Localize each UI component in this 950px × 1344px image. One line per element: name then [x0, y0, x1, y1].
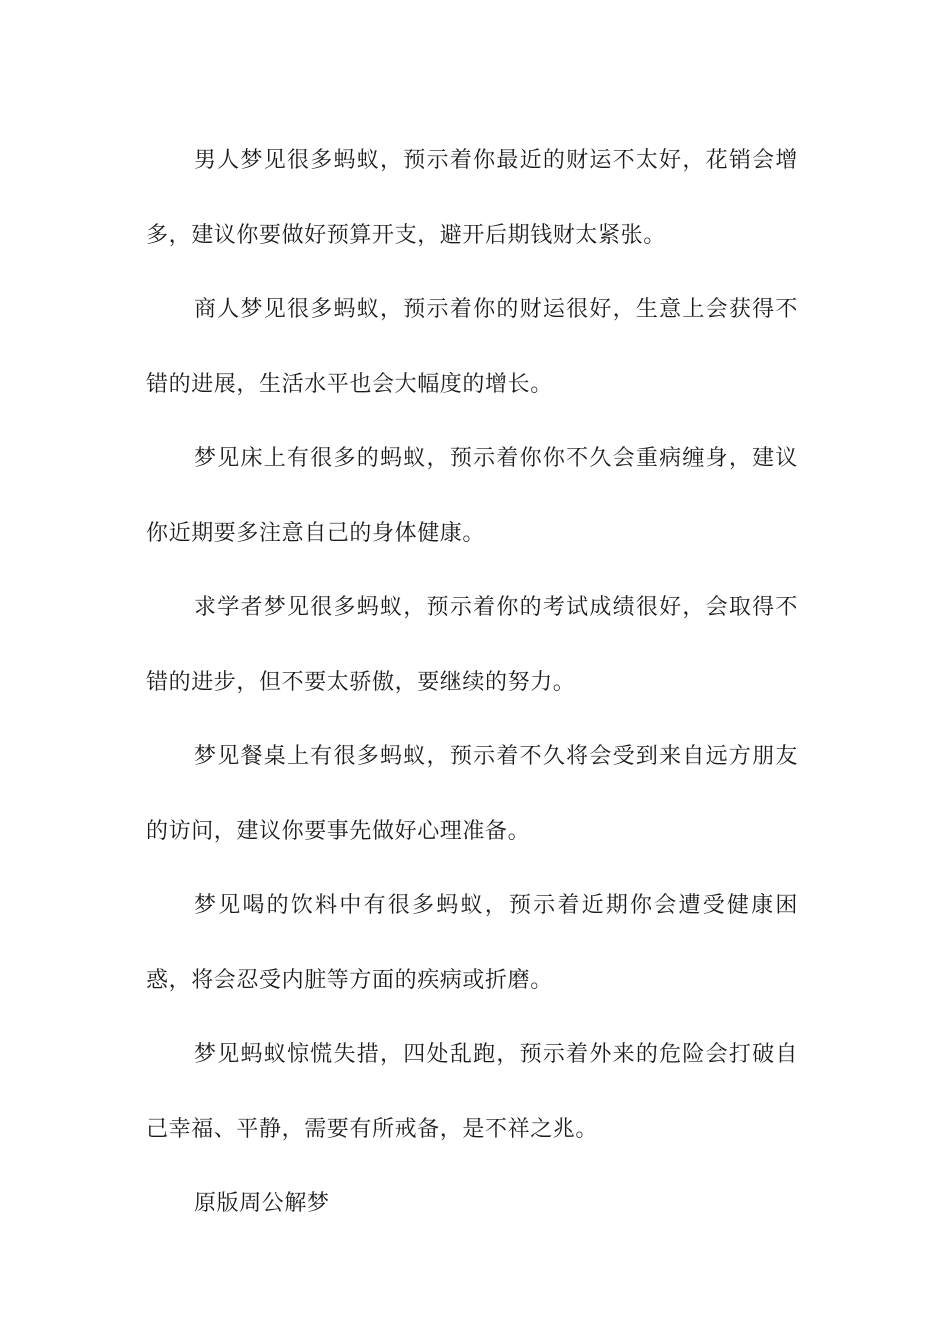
document-body: [146, 124, 798, 1242]
paragraph-5: 梦见餐桌上有很多蚂蚁，预示着不久将会受到来自远方朋友的访问，建议你要事先做好心理准备。: [146, 744, 798, 844]
paragraph-3: 梦见床上有很多的蚂蚁，预示着你你不久会重病缠身，建议你近期要多注意自己的身体健康。: [146, 446, 798, 546]
section-heading: 原版周公解梦: [194, 1191, 330, 1216]
paragraph-4: 求学者梦见很多蚂蚁，预示着你的考试成绩很好，会取得不错的进步，但不要太骄傲，要继续的努力。: [146, 595, 798, 695]
paragraph-6: 梦见喝的饮料中有很多蚂蚁，预示着近期你会遭受健康困惑，将会忍受内脏等方面的疾病或折磨。: [146, 893, 798, 993]
paragraph-7: 梦见蚂蚁惊慌失措，四处乱跑，预示着外来的危险会打破自己幸福、平静，需要有所戒备，是不祥之兆。: [146, 1042, 798, 1142]
paragraph-1: 男人梦见很多蚂蚁，预示着你最近的财运不太好，花销会增多，建议你要做好预算开支，避开后期钱财太紧张。: [146, 148, 798, 248]
paragraph-2: 商人梦见很多蚂蚁，预示着你的财运很好，生意上会获得不错的进展，生活水平也会大幅度的增长。: [146, 297, 798, 397]
